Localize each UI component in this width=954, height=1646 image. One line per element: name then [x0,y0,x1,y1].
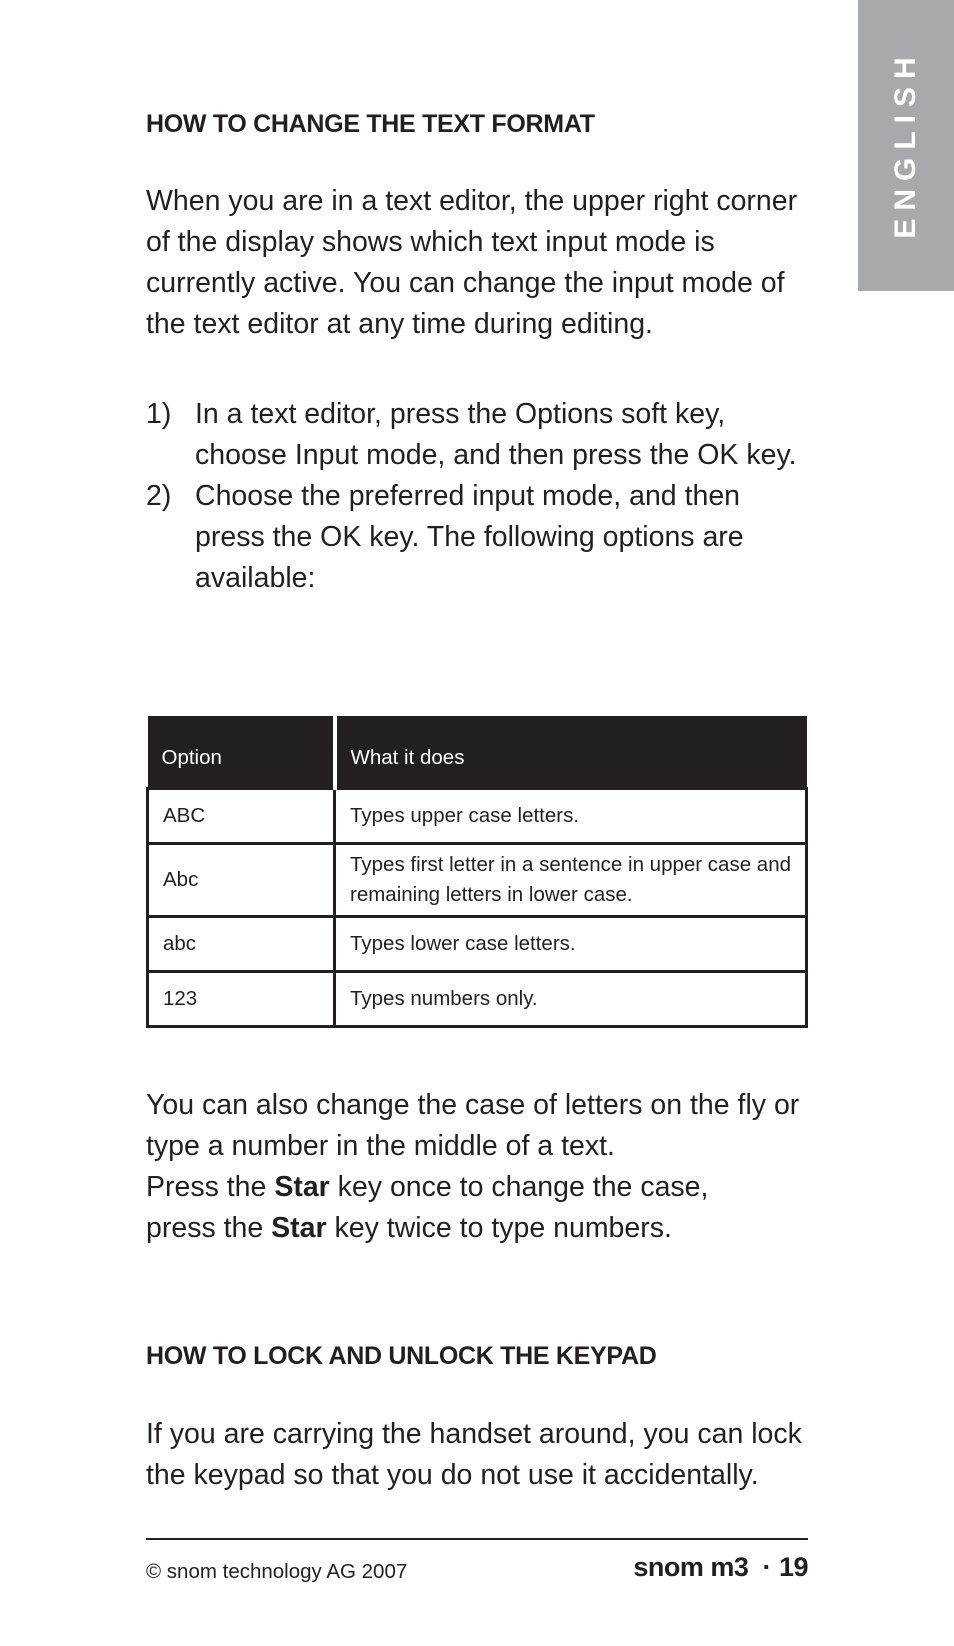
case-change-line: You can also change the case of letters on the fly or type a number in the middle of a text. [146,1089,800,1162]
option-cell: ABC [148,789,335,844]
column-header-option: Option [148,716,335,789]
table-row [148,972,807,1027]
footer-brand [633,1552,808,1583]
star-key-label: Star [271,1212,327,1244]
description-cell: Types lower case letters. [335,917,807,972]
description-cell: Types first letter in a sentence in upper case and remaining letters in lower case. [335,844,807,917]
list-item [146,476,808,599]
table-row [148,789,807,844]
case-change-paragraph [146,1085,808,1249]
star-key-label: Star [274,1171,330,1203]
description-cell: Types upper case letters. [335,789,807,844]
number-entry-instruction: key twice to type numbers. [326,1212,672,1244]
language-tab [858,0,954,291]
copyright-text: © snom technology AG 2007 [146,1560,408,1583]
step-number: 2) [146,480,172,512]
step-text: In a text editor, press the Options soft key, choose Input mode, and then press the OK key. [195,398,797,471]
option-cell: abc [148,917,335,972]
table-header-row [148,716,807,789]
footer-divider [146,1538,808,1540]
footer-separator: · [762,1552,771,1582]
table-row [148,917,807,972]
page-number: 19 [778,1552,808,1582]
section-heading-text-format: HOW TO CHANGE THE TEXT FORMAT [146,110,595,138]
steps-list [146,394,808,599]
column-header-what-it-does: What it does [335,716,807,789]
step-text: Choose the preferred input mode, and then press the OK key. The following options are available: [195,480,744,594]
option-cell: Abc [148,844,335,917]
language-tab-label: ENGLISH [889,49,922,239]
brand-logo: snom m3 [633,1552,749,1582]
list-item [146,394,808,476]
table-row [148,844,807,917]
keypad-lock-intro: If you are carrying the handset around, you can lock the keypad so that you do not use it accidentally. [146,1418,802,1491]
text-format-intro: When you are in a text editor, the upper right corner of the display shows which text input mode is currently active. You can change the input mode of the text editor at any time during editing. [146,185,798,340]
input-mode-table [146,716,808,1028]
section-heading-keypad-lock: HOW TO LOCK AND UNLOCK THE KEYPAD [146,1342,657,1370]
step-number: 1) [146,398,172,430]
press-the-text: press the [146,1212,272,1244]
description-cell: Types numbers only. [335,972,807,1027]
option-cell: 123 [148,972,335,1027]
case-change-instruction: key once to change the case, [329,1171,709,1203]
press-the-text: Press the [146,1171,275,1203]
